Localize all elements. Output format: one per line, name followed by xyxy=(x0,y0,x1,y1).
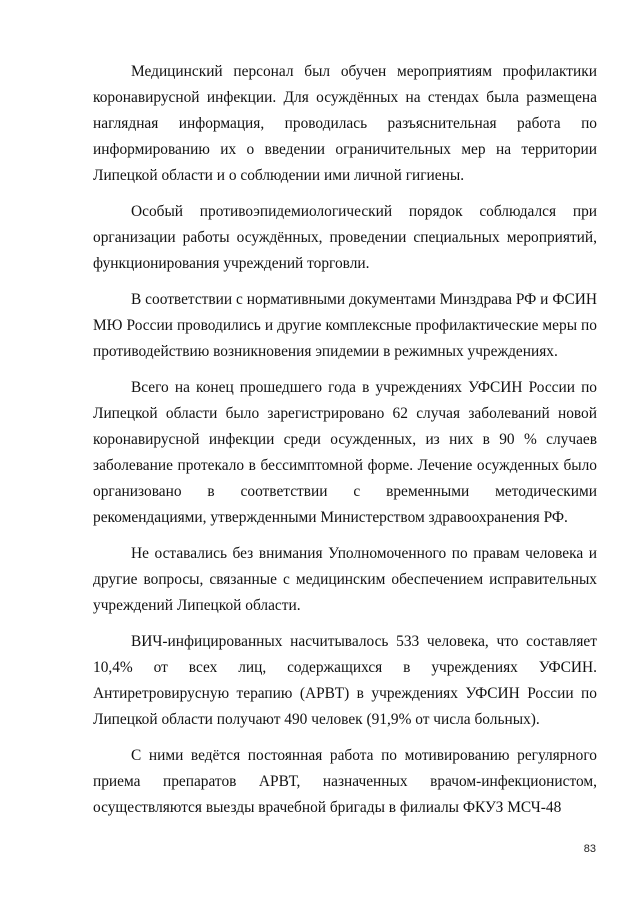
paragraph-ombudsman-attention: Не оставались без внимания Уполномоченного по правам человека и другие вопросы, связанные с медицинским обеспечением исправительных учреждений Липецкой области. xyxy=(93,545,597,614)
paragraph-covid-cases: Всего на конец прошедшего года в учреждениях УФСИН России по Липецкой области было зарегистрировано 62 случая заболеваний новой коронавирусной инфекции среди осужденных, из них в 90 % случаев заболевание протекало в бессимптомной форме. Лечение осужденных было организовано в соответствии с временными методическими рекомендациями, утвержденными Министерством здравоохранения РФ. xyxy=(93,379,597,526)
paragraph-hiv-statistics: ВИЧ-инфицированных насчитывалось 533 человека, что составляет 10,4% от всех лиц, содержащихся в учреждениях УФСИН. Антиретровирусную терапию (АРВТ) в учреждениях УФСИН России по Липецкой области получают 490 человек (91,9% от числа больных). xyxy=(93,633,597,728)
paragraph-arvt-work: С ними ведётся постоянная работа по мотивированию регулярного приема препаратов АРВТ, назначенных врачом-инфекционистом, осуществляются выезды врачебной бригады в филиалы ФКУЗ МСЧ-48 xyxy=(93,747,597,816)
paragraph-preventive-measures: В соответствии с нормативными документами Минздрава РФ и ФСИН МЮ России проводились и другие комплексные профилактические меры по противодействию возникновения эпидемии в режимных учреждениях. xyxy=(93,291,597,360)
page-body xyxy=(93,59,597,831)
paragraph-staff-training: Медицинский персонал был обучен мероприятиям профилактики коронавирусной инфекции. Для осуждённых на стендах была размещена наглядная информация, проводилась разъяснительная работа по информированию их о введении ограничительных мер на территории Липецкой области и о соблюдении ими личной гигиены. xyxy=(93,63,597,184)
paragraph-anti-epidemic-order: Особый противоэпидемиологический порядок соблюдался при организации работы осуждённых, проведении специальных мероприятий, функционирования учреждений торговли. xyxy=(93,203,597,272)
page-number: 83 xyxy=(583,843,596,855)
